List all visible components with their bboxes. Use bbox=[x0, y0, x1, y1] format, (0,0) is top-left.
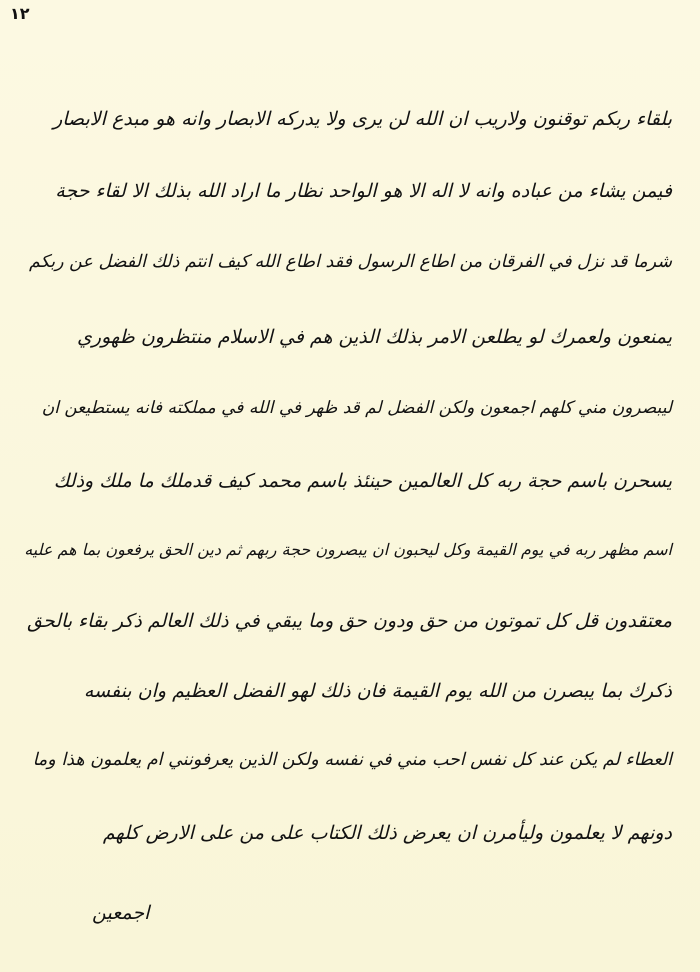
text-line-7: اسم مظهر ربه في يوم القيمة وكل ليحبون ان يبصرون حجة ربهم ثم دين الحق يرفعون بما هم عليه bbox=[24, 540, 672, 559]
text-line-5: ليبصرون مني كلهم اجمعون ولكن الفضل لم قد ظهر في الله في مملكته فانه يستطيعن ان bbox=[41, 398, 672, 418]
page-number: ١٢ bbox=[10, 4, 30, 23]
text-line-8: معتقدون قل كل تموتون من حق ودون حق وما يبقي في ذلك العالم ذكر بقاء بالحق bbox=[27, 610, 672, 632]
text-line-10: العطاء لم يكن عند كل نفس احب مني في نفسه ولكن الذين يعرفونني ام يعلمون هذا وما bbox=[32, 750, 672, 770]
text-line-2: فيمن يشاء من عباده وانه لا اله الا هو الواحد نظار ما اراد الله بذلك الا لقاء حجة bbox=[55, 180, 672, 202]
text-line-9: ذكرك بما يبصرن من الله يوم القيمة فان ذلك لهو الفضل العظيم وان بنفسه bbox=[83, 680, 672, 702]
text-line-12: اجمعين bbox=[92, 902, 150, 924]
text-line-1: بلقاء ربكم توقنون ولاريب ان الله لن يرى ولا يدركه الابصار وانه هو مبدع الابصار bbox=[53, 108, 672, 130]
text-line-6: يسحرن باسم حجة ربه كل العالمين حينئذ باسم محمد كيف قدملك ما ملك وذلك bbox=[53, 470, 672, 492]
text-line-11: دونهم لا يعلمون وليأمرن ان يعرض ذلك الكتاب على من على الارض كلهم bbox=[102, 822, 672, 844]
text-line-4: يمنعون ولعمرك لو يطلعن الامر بذلك الذين هم في الاسلام منتظرون ظهوري bbox=[77, 326, 672, 348]
text-line-3: شرما قد نزل في الفرقان من اطاع الرسول فقد اطاع الله كيف انتم ذلك الفضل عن ربكم bbox=[28, 252, 672, 272]
